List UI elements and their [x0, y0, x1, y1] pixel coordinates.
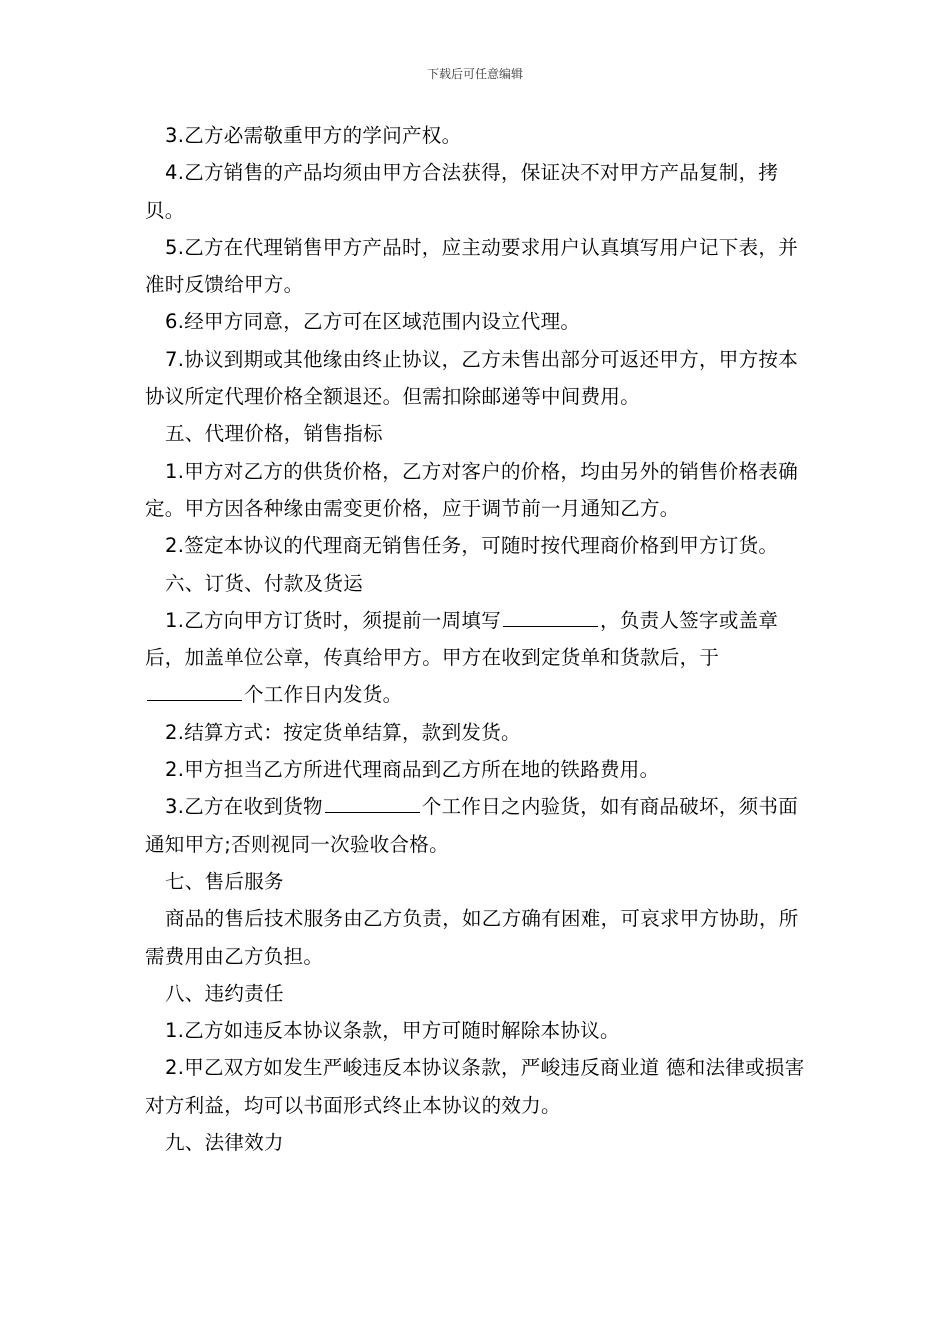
document-body [145, 117, 817, 1161]
paragraph-breach-1: 1.乙方如违反本协议条款，甲方可随时解除本协议。 [165, 1019, 620, 1043]
fill-blank [147, 699, 242, 701]
order-1-part-c: 个工作日内发货。 [244, 683, 403, 707]
fill-blank [503, 625, 598, 627]
section-heading-7: 七、售后服务 [165, 869, 284, 893]
order-3-part-a: 3.乙方在收到货物 [165, 795, 323, 819]
section-heading-5: 五、代理价格，销售指标 [165, 422, 383, 446]
paragraph-price-1: 1.甲方对乙方的供货价格，乙方对客户的价格，均由另外的销售价格表确定。甲方因各种缘由需变更价格，应于调节前一月通知乙方。 [145, 459, 799, 520]
paragraph-7-termination: 7.协议到期或其他缘由终止协议，乙方未售出部分可返还甲方，甲方按本协议所定代理价格全额退还。但需扣除邮递等中间费用。 [145, 347, 799, 409]
paragraph-order-2: 2.结算方式：按定货单结算，款到发货。 [165, 720, 521, 744]
paragraph-order-1 [145, 602, 817, 714]
paragraph-5-user-form: 5.乙方在代理销售甲方产品时，应主动要求用户认真填写用户记下表，并准时反馈给甲方。 [145, 235, 799, 297]
paragraph-breach-2: 2.甲乙双方如发生严峻违反本协议条款，严峻违反商业道 德和法律或损害对方利益，均可以书面形式终止本协议的效力。 [145, 1056, 805, 1117]
paragraph-price-2: 2.签定本协议的代理商无销售任务，可随时按代理商价格到甲方订货。 [165, 534, 779, 558]
paragraph-6-sub-agent: 6.经甲方同意，乙方可在区域范围内设立代理。 [165, 310, 581, 334]
paragraph-order-3 [145, 788, 817, 863]
paragraph-after-sales: 商品的售后技术服务由乙方负责，如乙方确有困难，可哀求甲方协助，所需费用由乙方负担。 [145, 907, 799, 968]
paragraph-4-products: 4.乙方销售的产品均须由甲方合法获得，保证决不对甲方产品复制，拷贝。 [145, 161, 779, 222]
section-heading-8: 八、违约责任 [165, 981, 284, 1005]
fill-blank [325, 811, 420, 813]
paragraph-3-ip: 3.乙方必需敬重甲方的学问产权。 [165, 124, 462, 147]
order-1-part-b: ，负责人签字或盖章后，加盖单位公章，传真给甲方。甲方在收到定货单和货款后，于 [145, 608, 779, 670]
order-3-part-b: 个工作日之内验货，如有商品破坏，须书面通知甲方;否则视同一次验收合格。 [145, 795, 799, 856]
paragraph-order-2b: 2.甲方担当乙方所进代理商品到乙方所在地的铁路费用。 [165, 758, 660, 782]
section-heading-6: 六、订货、付款及货运 [165, 571, 364, 595]
section-heading-9: 九、法律效力 [165, 1131, 284, 1155]
order-1-part-a: 1.乙方向甲方订货时，须提前一周填写 [165, 608, 502, 632]
page-header: 下载后可任意编辑 [426, 67, 523, 81]
